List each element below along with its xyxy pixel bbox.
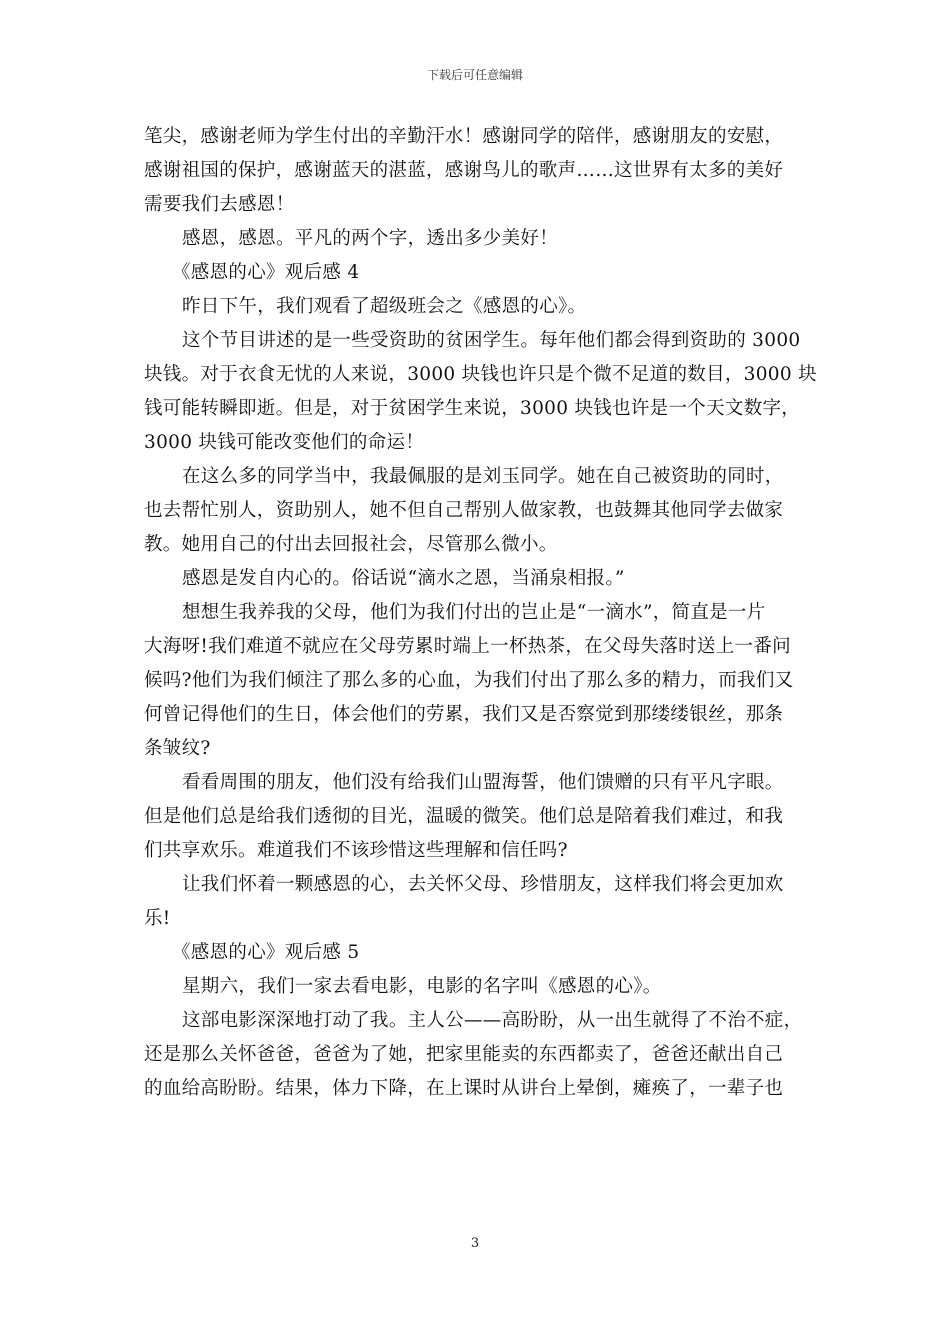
text-line: 3000 块钱可能改变他们的命运！ <box>144 432 425 453</box>
section-heading: 《感恩的心》观后感 4 <box>172 262 360 283</box>
text-line: 看看周围的朋友，他们没有给我们山盟海誓，他们馈赠的只有平凡字眼。 <box>182 772 784 793</box>
text-line: 钱可能转瞬即逝。但是，对于贫困学生来说，3000 块钱也许是一个天文数字， <box>144 398 801 419</box>
document-body <box>144 120 817 1106</box>
text-line: 候吗?他们为我们倾注了那么多的心血，为我们付出了那么多的精力，而我们又 <box>144 670 794 691</box>
text-line: 需要我们去感恩！ <box>144 194 295 215</box>
text-line: 也去帮忙别人，资助别人，她不但自己帮别人做家教，也鼓舞其他同学去做家 <box>144 500 784 521</box>
text-line: 条皱纹? <box>144 738 211 759</box>
text-line: 感恩，感恩。平凡的两个字，透出多少美好！ <box>182 228 559 249</box>
text-line: 昨日下午，我们观看了超级班会之《感恩的心》。 <box>182 296 587 317</box>
page-header: 下载后可任意编辑 <box>426 68 523 82</box>
text-line: 让我们怀着一颗感恩的心，去关怀父母、珍惜朋友，这样我们将会更加欢 <box>182 874 784 895</box>
text-line: 笔尖，感谢老师为学生付出的辛勤汗水！感谢同学的陪伴，感谢朋友的安慰， <box>144 126 784 147</box>
text-line: 星期六，我们一家去看电影，电影的名字叫《感恩的心》。 <box>182 976 662 997</box>
text-line: 想想生我养我的父母，他们为我们付出的岂止是“一滴水”，简直是一片 <box>182 602 766 623</box>
text-line: 块钱。对于衣食无忧的人来说，3000 块钱也许只是个微不足道的数目，3000 块 <box>144 364 817 385</box>
text-line: 但是他们总是给我们透彻的目光，温暖的微笑。他们总是陪着我们难过，和我 <box>144 806 784 827</box>
page-number: 3 <box>470 1236 480 1251</box>
text-line: 的血给高盼盼。结果，体力下降，在上课时从讲台上晕倒，瘫痪了，一辈子也 <box>144 1078 784 1099</box>
text-line: 们共享欢乐。难道我们不该珍惜这些理解和信任吗? <box>144 840 568 861</box>
section-heading: 《感恩的心》观后感 5 <box>172 942 360 963</box>
text-line: 教。她用自己的付出去回报社会，尽管那么微小。 <box>144 534 558 555</box>
text-line: 大海呀!我们难道不就应在父母劳累时端上一杯热茶，在父母失落时送上一番问 <box>144 636 791 657</box>
text-line: 感谢祖国的保护，感谢蓝天的湛蓝，感谢鸟儿的歌声……这世界有太多的美好 <box>144 160 784 181</box>
text-line: 乐! <box>144 908 171 929</box>
text-line: 还是那么关怀爸爸，爸爸为了她，把家里能卖的东西都卖了，爸爸还献出自己 <box>144 1044 784 1065</box>
text-line: 这部电影深深地打动了我。主人公——高盼盼，从一出生就得了不治不症， <box>182 1010 803 1031</box>
text-line: 在这么多的同学当中，我最佩服的是刘玉同学。她在自己被资助的同时， <box>182 466 784 487</box>
text-line: 感恩是发自内心的。俗话说“滴水之恩，当涌泉相报。” <box>182 568 625 589</box>
text-line: 这个节目讲述的是一些受资助的贫困学生。每年他们都会得到资助的 3000 <box>182 330 801 351</box>
text-line: 何曾记得他们的生日，体会他们的劳累，我们又是否察觉到那缕缕银丝，那条 <box>144 704 784 725</box>
